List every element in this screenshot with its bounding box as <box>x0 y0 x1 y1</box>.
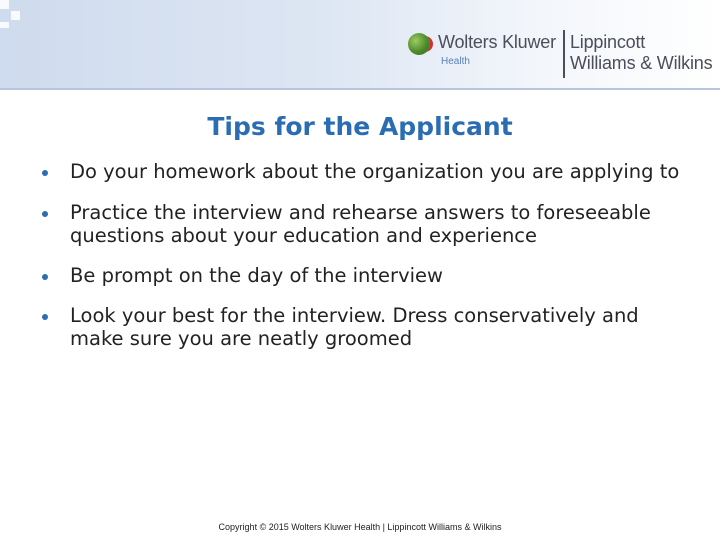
bullet-text: Look your best for the interview. Dress conservatively and make sure you are neatly groomed <box>70 304 639 350</box>
publisher-logo <box>408 30 720 80</box>
bullet-marker-icon <box>42 170 48 176</box>
logo-williams-wilkins: Williams & Wilkins <box>570 53 713 73</box>
bullet-item <box>38 304 698 350</box>
decorative-tiles <box>0 0 60 30</box>
bullet-item <box>38 160 698 183</box>
tile <box>0 0 9 9</box>
logo-health: Health <box>441 56 470 67</box>
tile <box>11 11 20 20</box>
logo-lippincott: Lippincott <box>570 32 646 52</box>
bullet-marker-icon <box>42 211 48 217</box>
tile <box>0 22 9 28</box>
logo-wolters-kluwer: Wolters Kluwer <box>438 32 556 52</box>
header-band <box>0 0 720 88</box>
bullet-marker-icon <box>42 274 48 280</box>
slide-title: Tips for the Applicant <box>207 112 513 141</box>
globe-icon <box>408 33 430 55</box>
copyright-footer: Copyright © 2015 Wolters Kluwer Health | Lippincott Williams & Wilkins <box>218 522 502 532</box>
bullet-item <box>38 201 698 247</box>
header-divider <box>0 88 720 90</box>
bullet-text: Do your homework about the organization you are applying to <box>70 160 680 183</box>
bullet-text: Be prompt on the day of the interview <box>70 264 443 287</box>
logo-divider <box>563 30 565 78</box>
bullet-item <box>38 264 698 287</box>
bullet-text: Practice the interview and rehearse answers to foreseeable questions about your education and experience <box>70 201 651 247</box>
bullet-marker-icon <box>42 314 48 320</box>
bullet-list <box>38 160 698 350</box>
